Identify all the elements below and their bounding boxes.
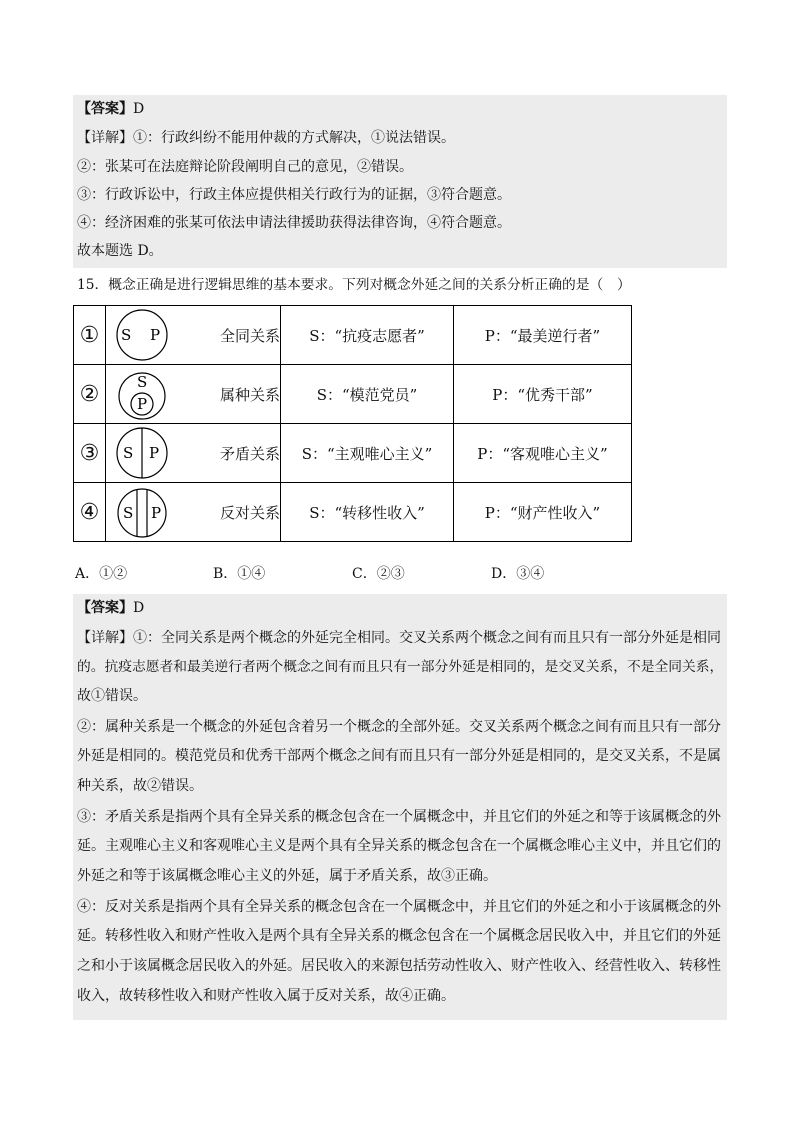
option-a[interactable]: A．①② [75,566,128,582]
s-label: S [123,504,134,522]
option-d[interactable]: D．③④ [491,566,545,582]
s-concept: S：“转移性收入” [281,483,454,542]
answer-label: 【答案】 [77,101,133,117]
answer-line [77,594,144,622]
explanation-line: 故①错误。 [77,688,147,704]
relation-name: 反对关系 [219,503,280,522]
table-row [74,424,632,483]
table-row [74,306,632,365]
contradictory-relation-diagram [106,424,170,482]
s-concept: S：“主观唯心主义” [281,424,454,483]
p-label: P [150,326,161,344]
relation-name: 矛盾关系 [219,444,280,463]
explanation-line: ③：行政诉讼中，行政主体应提供相关行政行为的证据，③符合题意。 [77,187,511,203]
option-b[interactable]: B．①④ [213,566,266,582]
explanation-line: 【详解】①：全同关系是两个概念的外延完全相同。交叉关系两个概念之间有而且只有一部分外延是相同 [77,630,721,646]
explanation-line: 故本题选 D。 [77,243,163,259]
explanation-line: 延。转移性收入和财产性收入是两个具有全异关系的概念包含在一个属概念居民收入中，并且它们的外延 [77,928,721,944]
p-concept: P：“优秀干部” [454,365,632,424]
relation-table [73,305,632,542]
answer-block-1 [73,95,727,268]
p-label: P [149,444,160,462]
row-number: ② [79,381,100,407]
answer-value: D [133,600,145,616]
question-text: 15．概念正确是进行逻辑思维的基本要求。下列对概念外延之间的关系分析正确的是（ ） [77,277,631,293]
explanation-line: 收入，故转移性收入和财产性收入属于反对关系，故④正确。 [77,988,455,1004]
p-concept: P：“最美逆行者” [454,306,632,365]
relation-name: 全同关系 [219,326,280,345]
answer-line [77,95,144,123]
s-concept: S：“抗疫志愿者” [281,306,454,365]
option-c[interactable]: C．②③ [352,566,405,582]
explanation-line: ②：张某可在法庭辩论阶段阐明自己的意见，②错误。 [77,159,413,175]
same-relation-diagram [106,306,170,364]
row-number: ① [79,322,100,348]
table-row [74,365,632,424]
explanation-line: 的。抗疫志愿者和最美逆行者两个概念之间有而且只有一部分外延是相同的，是交叉关系，不是全同关系， [77,659,724,675]
explanation-line: ④：反对关系是指两个具有全异关系的概念包含在一个属概念中，并且它们的外延之和小于该属概念的外 [77,899,721,915]
p-concept: P：“客观唯心主义” [454,424,632,483]
relation-name: 属种关系 [219,385,280,404]
explanation-line: ②：属种关系是一个概念的外延包含着另一个概念的全部外延。交叉关系两个概念之间有而且只有一部分 [77,719,721,735]
row-number: ③ [79,440,100,466]
explanation-line: ③：矛盾关系是指两个具有全异关系的概念包含在一个属概念中，并且它们的外延之和等于该属概念的外 [77,809,721,825]
s-label: S [123,444,134,462]
explanation-line: 之和小于该属概念居民收入的外延。居民收入的来源包括劳动性收入、财产性收入、经营性收入、转移性 [77,958,721,974]
row-number: ④ [79,499,100,525]
explanation-line: 【详解】①：行政纠纷不能用仲裁的方式解决，①说法错误。 [77,130,455,146]
p-label: P [151,504,162,522]
s-label: S [121,326,132,344]
answer-block-2 [73,594,727,1020]
explanation-line: 种关系，故②错误。 [77,778,203,794]
explanation-line: 外延是相同的。模范党员和优秀干部两个概念之间有而且只有一部分外延是相同的，是交叉关系，不是属 [77,748,721,764]
answer-label: 【答案】 [77,600,133,616]
table-row [74,483,632,542]
s-label: S [137,373,148,391]
genus-species-diagram [106,365,170,423]
answer-value: D [133,101,145,117]
p-label: P [137,395,148,413]
contrary-relation-diagram [106,483,170,541]
explanation-line: ④：经济困难的张某可依法申请法律援助获得法律咨询，④符合题意。 [77,215,511,231]
s-concept: S：“模范党员” [281,365,454,424]
explanation-line: 延。主观唯心主义和客观唯心主义是两个具有全异关系的概念包含在一个属概念唯心主义中，并且它们的 [77,838,721,854]
p-concept: P：“财产性收入” [454,483,632,542]
explanation-line: 外延之和等于该属概念唯心主义的外延，属于矛盾关系，故③正确。 [77,868,497,884]
